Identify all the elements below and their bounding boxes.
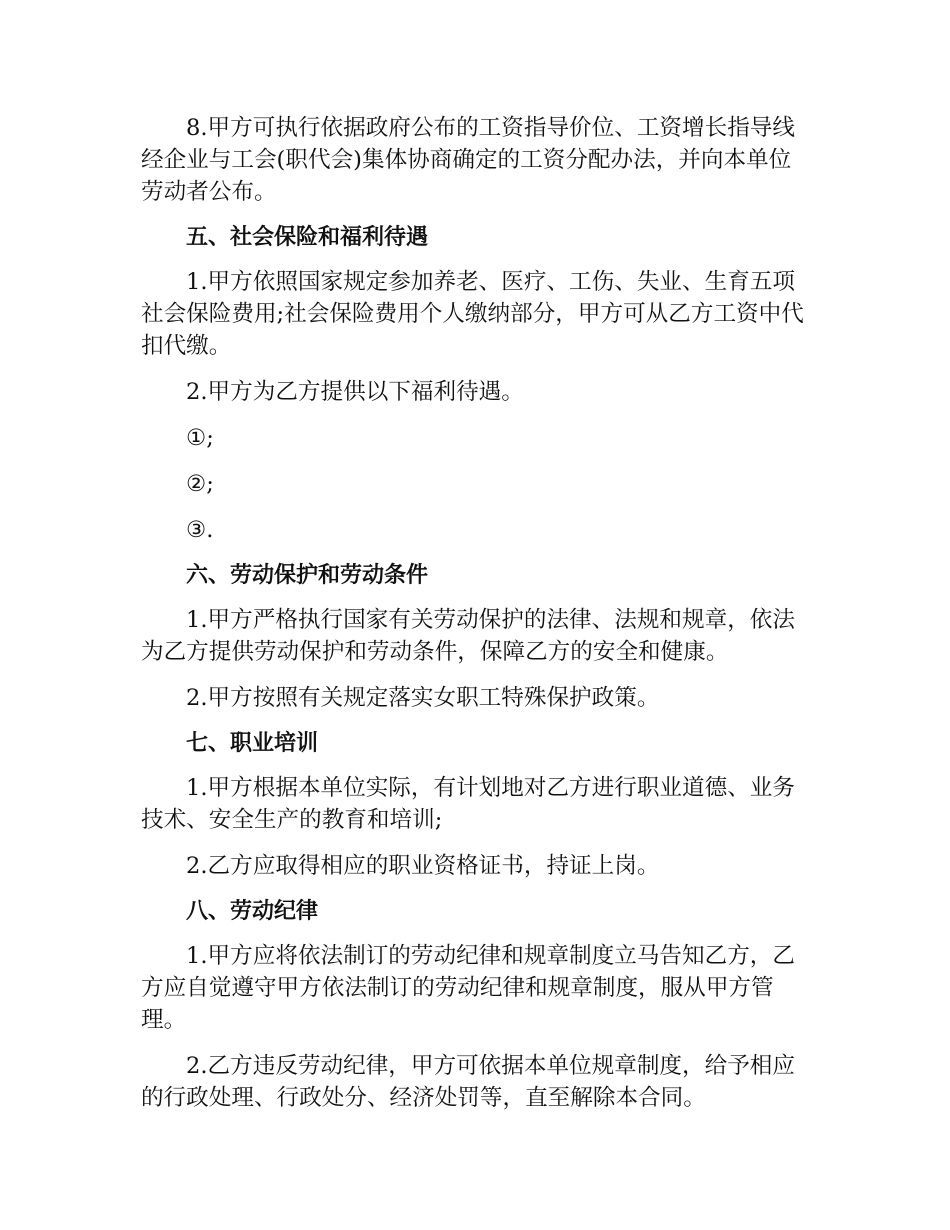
benefit-item-1: ①; (186, 425, 214, 451)
paragraph-social-insurance: 1.甲方依照国家规定参加养老、医疗、工伤、失业、生育五项社会保险费用;社会保险费用个人缴纳部分，甲方可从乙方工资中代扣代缴。 (141, 269, 804, 359)
paragraph-certification: 2.乙方应取得相应的职业资格证书，持证上岗。 (186, 853, 660, 879)
paragraph-labor-protection: 1.甲方严格执行国家有关劳动保护的法律、法规和规章，依法为乙方提供劳动保护和劳动条件，保障乙方的安全和健康。 (141, 607, 795, 665)
section-heading-vocational-training: 七、职业培训 (186, 731, 319, 756)
paragraph-discipline-violation: 2.乙方违反劳动纪律，甲方可依据本单位规章制度，给予相应的行政处理、行政处分、经济处罚等，直至解除本合同。 (141, 1053, 795, 1111)
document-body (141, 112, 813, 1128)
section-heading-labor-protection: 六、劳动保护和劳动条件 (186, 563, 429, 588)
benefit-item-2: ②; (186, 471, 214, 497)
paragraph-discipline-rules: 1.甲方应将依法制订的劳动纪律和规章制度立马告知乙方，乙方应自觉遵守甲方依法制订的劳动纪律和规章制度，服从甲方管理。 (141, 943, 795, 1033)
paragraph-welfare-benefits: 2.甲方为乙方提供以下福利待遇。 (186, 379, 524, 405)
paragraph-training-plan: 1.甲方根据本单位实际，有计划地对乙方进行职业道德、业务技术、安全生产的教育和培训; (141, 775, 795, 833)
section-heading-social-insurance: 五、社会保险和福利待遇 (186, 225, 429, 250)
paragraph-wage-distribution: 8.甲方可执行依据政府公布的工资指导价位、工资增长指导线经企业与工会(职代会)集体协商确定的工资分配办法，并向本单位劳动者公布。 (141, 115, 795, 205)
section-heading-labor-discipline: 八、劳动纪律 (186, 899, 319, 924)
paragraph-female-worker-protection: 2.甲方按照有关规定落实女职工特殊保护政策。 (186, 685, 660, 711)
benefit-item-3: ③. (186, 517, 214, 543)
